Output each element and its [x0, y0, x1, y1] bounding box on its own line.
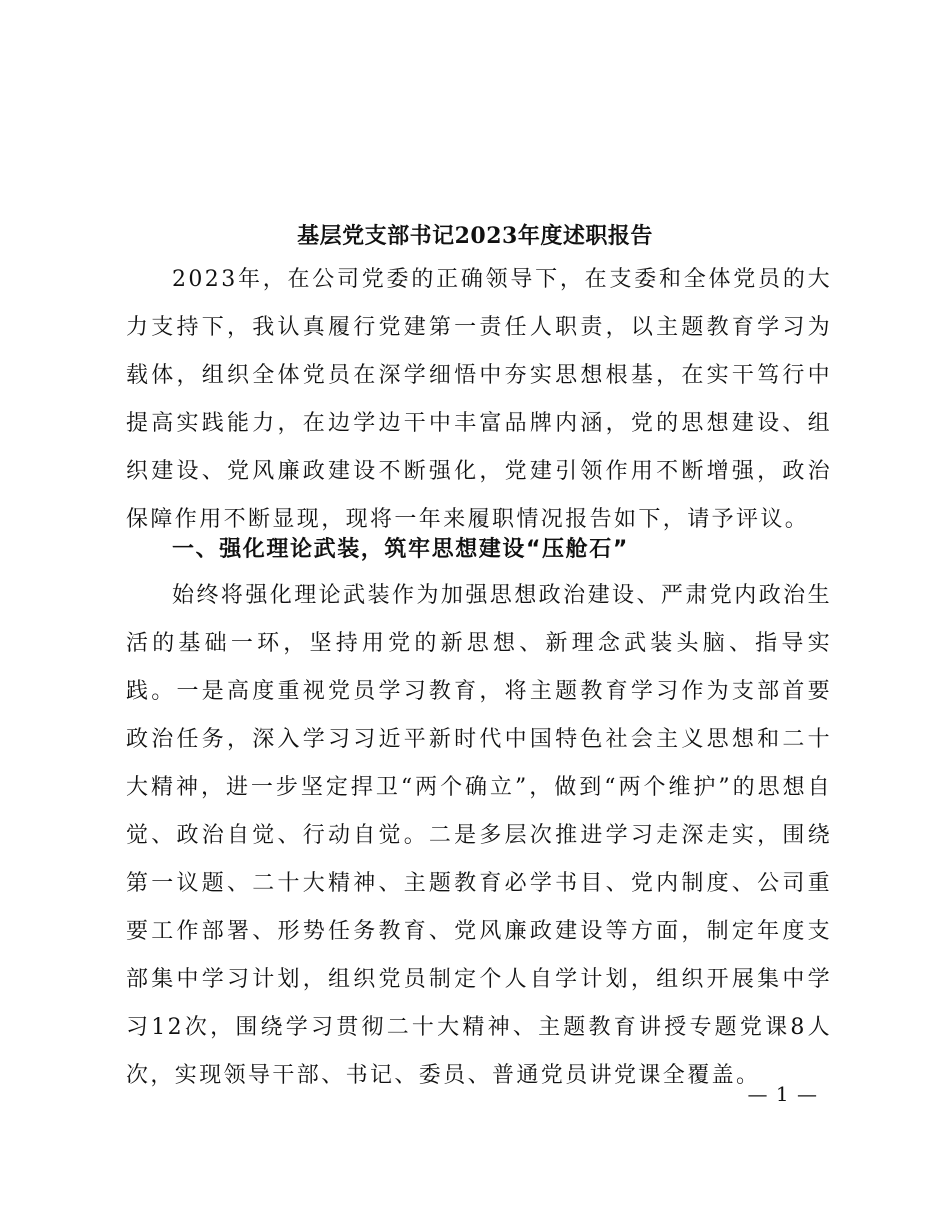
section-paragraph: 始终将强化理论武装作为加强思想政治建设、严肃党内政治生活的基础一环，坚持用党的新思想、新理念武装头脑、指导实践。一是高度重视党员学习教育，将主题教育学习作为支部首要政治任务，深入学习习近平新时代中国特色社会主义思想和二十大精神，进一步坚定捍卫“两个确立”，做到“两个维护”的思想自觉、政治自觉、行动自觉。二是多层次推进学习走深走实，围绕第一议题、二十大精神、主题教育必学书目、党内制度、公司重要工作部署、形势任务教育、党风廉政建设等方面，制定年度支部集中学习计划，组织党员制定个人自学计划，组织开展集中学习12次，围绕学习贯彻二十大精神、主题教育讲授专题党课8人次，实现领导干部、书记、委员、普通党员讲党课全覆盖。	[126, 583, 832, 1088]
page-number: — 1 —	[747, 1082, 818, 1106]
document-title: 基层党支部书记2023年度述职报告	[297, 223, 653, 249]
section-heading: 一、强化理论武装，筑牢思想建设“压舱石”	[172, 537, 629, 562]
intro-paragraph: 2023年，在公司党委的正确领导下，在支委和全体党员的大力支持下，我认真履行党建第一责任人职责，以主题教育学习为载体，组织全体党员在深学细悟中夯实思想根基，在实干笃行中提高实践能力，在边学边干中丰富品牌内涵，党的思想建设、组织建设、党风廉政建设不断强化，党建引领作用不断增强，政治保障作用不断显现，现将一年来履职情况报告如下，请予评议。	[126, 267, 832, 532]
